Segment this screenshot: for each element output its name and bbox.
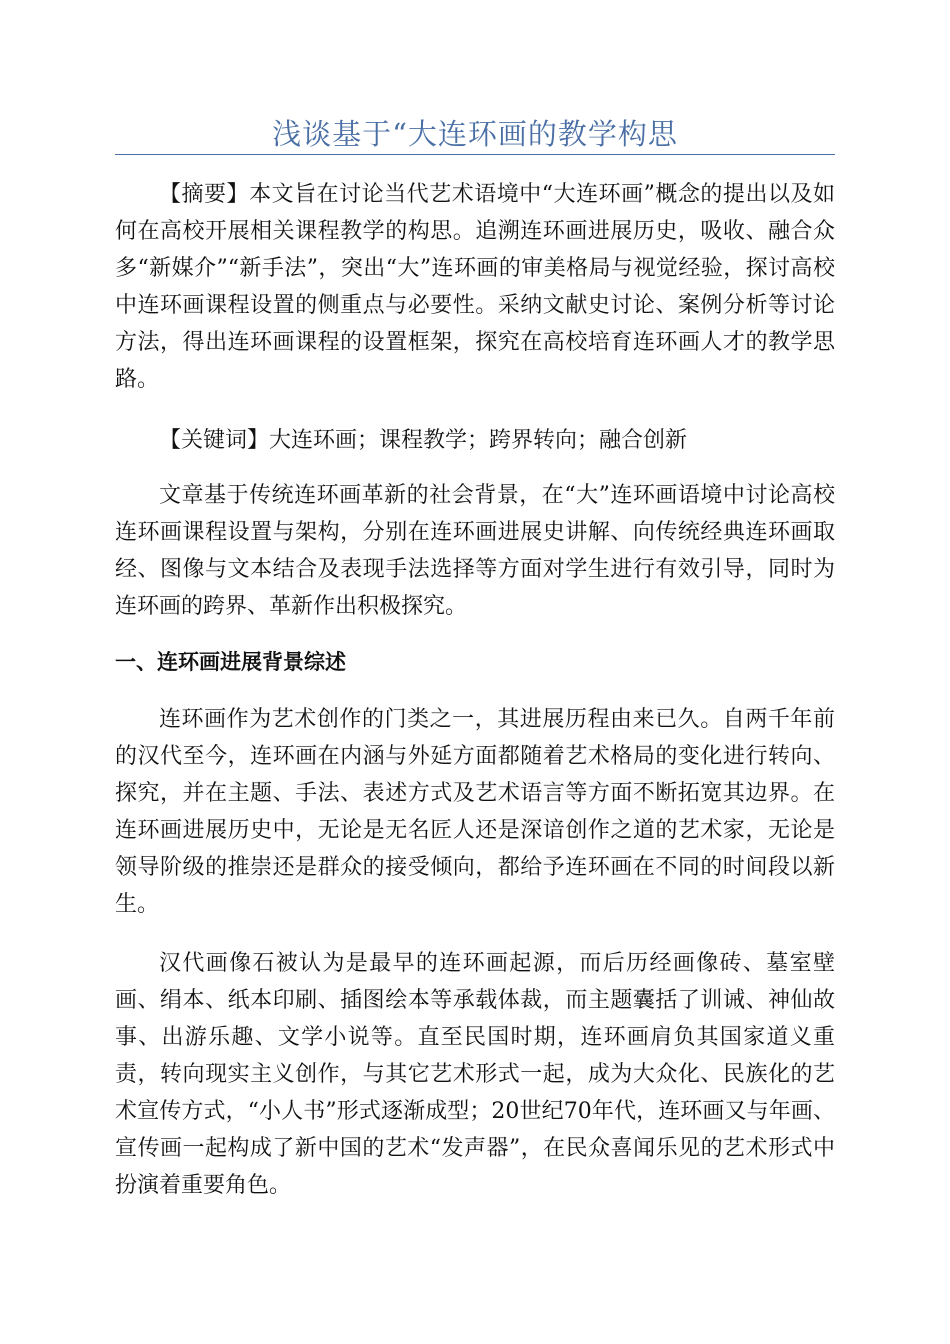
abstract-paragraph: 【摘要】本文旨在讨论当代艺术语境中“大连环画”概念的提出以及如何在高校开展相关课程教学的构思。追溯连环画进展历史，吸收、融合众多“新媒介”“新手法”，突出“大”连环画的审美格局与视觉经验，探讨高校中连环画课程设置的侧重点与必要性。采纳文献史讨论、案例分析等讨论方法，得出连环画课程的设置框架，探究在高校培育连环画人才的教学思路。 [115, 182, 835, 392]
title-underline [115, 154, 835, 155]
section-heading: 一、连环画进展背景综述 [115, 650, 346, 674]
intro-paragraph: 文章基于传统连环画革新的社会背景，在“大”连环画语境中讨论高校连环画课程设置与架构，分别在连环画进展史讲解、向传统经典连环画取经、图像与文本结合及表现手法选择等方面对学生进行有效引导，同时为连环画的跨界、革新作出积极探究。 [115, 483, 835, 619]
keywords-paragraph: 【关键词】大连环画；课程教学；跨界转向；融合创新 [159, 428, 688, 453]
document-title: 浅谈基于“大连环画的教学构思 [272, 117, 678, 151]
section-paragraph-2: 汉代画像石被认为是最早的连环画起源，而后历经画像砖、墓室壁画、绢本、纸本印刷、插图绘本等承载体裁，而主题囊括了训诫、神仙故事、出游乐趣、文学小说等。直至民国时期，连环画肩负其国家道义重责，转向现实主义创作，与其它艺术形式一起，成为大众化、民族化的艺术宣传方式，“小人书”形式逐渐成型；20世纪70年代，连环画又与年画、宣传画一起构成了新中国的艺术“发声器”，在民众喜闻乐见的艺术形式中扮演着重要角色。 [115, 951, 835, 1198]
section-paragraph-1: 连环画作为艺术创作的门类之一，其进展历程由来已久。自两千年前的汉代至今，连环画在内涵与外延方面都随着艺术格局的变化进行转向、探究，并在主题、手法、表述方式及艺术语言等方面不断拓宽其边界。在连环画进展历史中，无论是无名匠人还是深谙创作之道的艺术家，无论是领导阶级的推崇还是群众的接受倾向，都给予连环画在不同的时间段以新生。 [115, 707, 835, 917]
